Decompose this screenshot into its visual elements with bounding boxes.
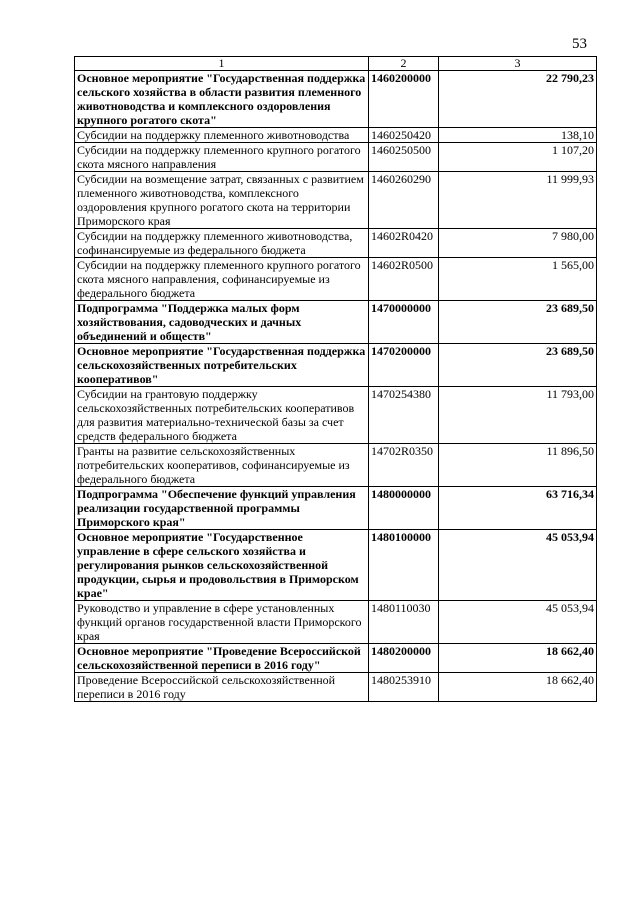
row-amount-cell: 11 896,50 [439, 444, 597, 487]
table-row [75, 644, 597, 673]
row-code-cell: 1470200000 [369, 344, 439, 387]
row-amount-cell: 45 053,94 [439, 530, 597, 601]
row-amount-cell: 18 662,40 [439, 673, 597, 702]
row-amount-cell: 11 793,00 [439, 387, 597, 444]
table-row [75, 487, 597, 530]
row-code-cell: 1480000000 [369, 487, 439, 530]
row-name-cell: Основное мероприятие "Государственная поддержка сельского хозяйства в области развития племенного животноводства и комплексного оздоровления крупного рогатого скота" [75, 71, 369, 128]
row-amount-cell: 22 790,23 [439, 71, 597, 128]
table-row [75, 301, 597, 344]
row-code-cell: 14702R0350 [369, 444, 439, 487]
row-amount-cell: 1 565,00 [439, 258, 597, 301]
budget-table [74, 56, 597, 702]
table-row [75, 258, 597, 301]
row-code-cell: 1470254380 [369, 387, 439, 444]
row-code-cell: 1470000000 [369, 301, 439, 344]
row-name-cell: Проведение Всероссийской сельскохозяйственной переписи в 2016 году [75, 673, 369, 702]
table-body [75, 71, 597, 702]
row-code-cell: 1480200000 [369, 644, 439, 673]
row-code-cell: 14602R0420 [369, 229, 439, 258]
row-amount-cell: 1 107,20 [439, 143, 597, 172]
row-name-cell: Основное мероприятие "Государственная поддержка сельскохозяйственных потребительских кооперативов" [75, 344, 369, 387]
row-code-cell: 1480100000 [369, 530, 439, 601]
row-amount-cell: 23 689,50 [439, 344, 597, 387]
row-name-cell: Основное мероприятие "Проведение Всероссийской сельскохозяйственной переписи в 2016 году" [75, 644, 369, 673]
row-code-cell: 14602R0500 [369, 258, 439, 301]
row-name-cell: Руководство и управление в сфере установленных функций органов государственной власти Приморского края [75, 601, 369, 644]
row-amount-cell: 18 662,40 [439, 644, 597, 673]
table-row [75, 229, 597, 258]
table-row [75, 387, 597, 444]
row-code-cell: 1480110030 [369, 601, 439, 644]
row-amount-cell: 7 980,00 [439, 229, 597, 258]
row-name-cell: Субсидии на поддержку племенного животноводства, софинансируемые из федерального бюджета [75, 229, 369, 258]
row-code-cell: 1460260290 [369, 172, 439, 229]
table-row [75, 172, 597, 229]
table-header-row [75, 57, 597, 71]
table-row [75, 344, 597, 387]
table-row [75, 71, 597, 128]
row-amount-cell: 63 716,34 [439, 487, 597, 530]
row-name-cell: Субсидии на грантовую поддержку сельскохозяйственных потребительских кооперативов для развития материально-технической базы за счет средств федерального бюджета [75, 387, 369, 444]
row-name-cell: Субсидии на возмещение затрат, связанных с развитием племенного животноводства, комплексного оздоровления крупного рогатого скота на территории Приморского края [75, 172, 369, 229]
page-number: 53 [572, 36, 587, 52]
row-code-cell: 1480253910 [369, 673, 439, 702]
table-row [75, 673, 597, 702]
table-row [75, 143, 597, 172]
column-header: 1 [75, 57, 369, 71]
column-header: 3 [439, 57, 597, 71]
table-row [75, 601, 597, 644]
row-amount-cell: 11 999,93 [439, 172, 597, 229]
row-name-cell: Субсидии на поддержку племенного крупного рогатого скота мясного направления [75, 143, 369, 172]
table-row [75, 444, 597, 487]
table-row [75, 530, 597, 601]
row-code-cell: 1460200000 [369, 71, 439, 128]
row-name-cell: Гранты на развитие сельскохозяйственных потребительских кооперативов, софинансируемые из федерального бюджета [75, 444, 369, 487]
row-amount-cell: 45 053,94 [439, 601, 597, 644]
table-row [75, 128, 597, 143]
row-name-cell: Субсидии на поддержку племенного крупного рогатого скота мясного направления, софинансируемые из федерального бюджета [75, 258, 369, 301]
row-name-cell: Подпрограмма "Обеспечение функций управления реализации государственной программы Приморского края" [75, 487, 369, 530]
row-name-cell: Субсидии на поддержку племенного животноводства [75, 128, 369, 143]
row-amount-cell: 138,10 [439, 128, 597, 143]
row-code-cell: 1460250420 [369, 128, 439, 143]
row-code-cell: 1460250500 [369, 143, 439, 172]
row-name-cell: Подпрограмма "Поддержка малых форм хозяйствования, садоводческих и дачных объединений и обществ" [75, 301, 369, 344]
row-name-cell: Основное мероприятие "Государственное управление в сфере сельского хозяйства и регулирования рынков сельскохозяйственной продукции, сырья и продовольствия в Приморском крае" [75, 530, 369, 601]
column-header: 2 [369, 57, 439, 71]
row-amount-cell: 23 689,50 [439, 301, 597, 344]
